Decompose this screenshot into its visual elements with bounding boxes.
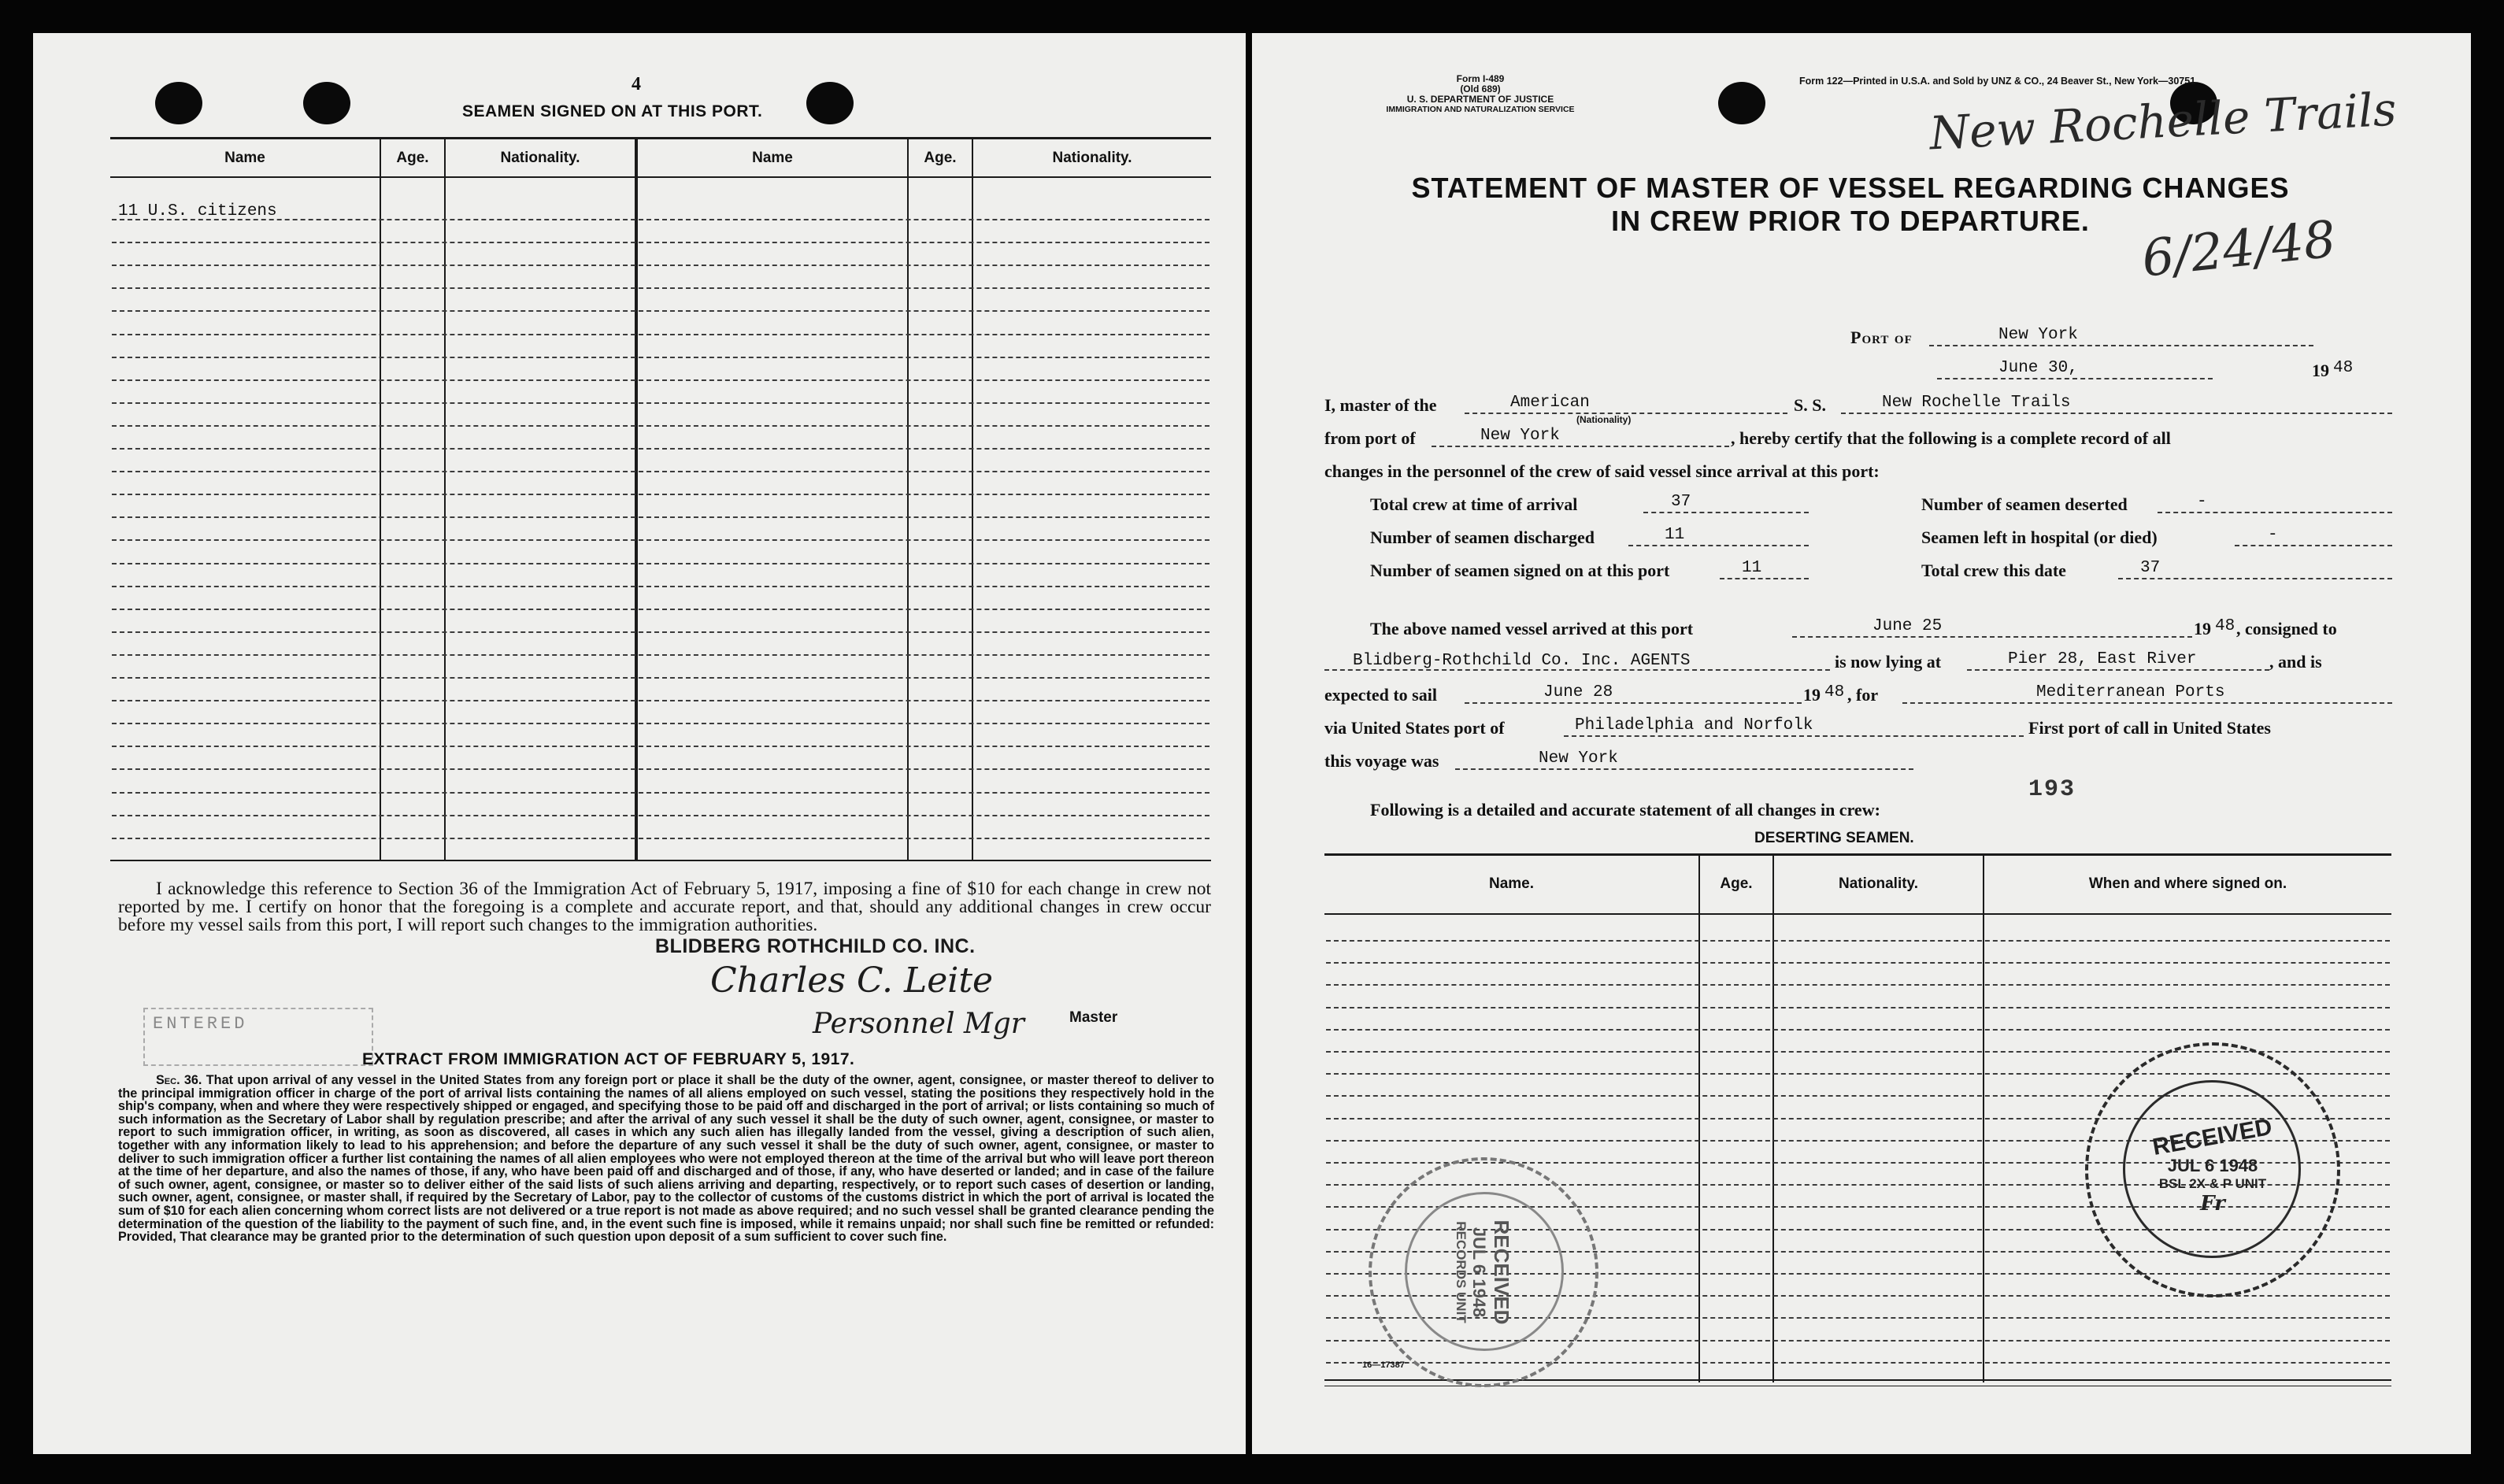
expected-year-prefix: 19 <box>1803 685 1821 705</box>
lying-at-label: is now lying at <box>1835 652 1942 672</box>
consigned-label: , consigned to <box>2236 619 2337 638</box>
arrived-label: The above named vessel arrived at this port <box>1370 619 1694 638</box>
footer-code: 16—17387 <box>1362 1360 1405 1370</box>
arrived-year: 48 <box>2215 617 2235 635</box>
column-divider <box>972 137 973 860</box>
table-row-rule <box>1326 1029 2390 1031</box>
total-crew-arrival-value: 37 <box>1671 493 1691 511</box>
column-divider <box>444 137 446 860</box>
year-prefix: 19 <box>2312 361 2329 380</box>
signature-title: Personnel Mgr <box>813 1008 1025 1040</box>
expected-year: 48 <box>1824 683 1845 701</box>
table-row-rule <box>112 516 1209 518</box>
table-row-rule <box>112 563 1209 564</box>
total-crew-date-rule <box>2118 578 2392 579</box>
table-row-rule <box>112 654 1209 656</box>
voyage-value: New York <box>1539 749 1618 768</box>
signature: Charles C. Leite <box>710 960 994 1001</box>
column-header-nationality: Nationality. <box>500 150 580 166</box>
total-crew-arrival-label: Total crew at time of arrival <box>1370 494 1578 514</box>
date-rule <box>1937 378 2213 379</box>
left-heading: SEAMEN SIGNED ON AT THIS PORT. <box>462 102 763 120</box>
stamp-initials: Fr <box>2200 1192 2225 1216</box>
nationality-caption: (Nationality) <box>1576 414 1632 425</box>
received-stamp-records <box>1369 1157 1598 1387</box>
stamp-ring <box>1405 1192 1564 1351</box>
year-value: 48 <box>2333 359 2354 377</box>
column-header-when-where: When and where signed on. <box>2088 875 2287 892</box>
voyage-rule <box>1455 768 1913 770</box>
service-name: IMMIGRATION AND NATURALIZATION SERVICE <box>1386 105 1575 114</box>
stamp-date: JUL 6 1948 <box>2167 1156 2258 1175</box>
table-row-rule <box>112 586 1209 587</box>
department-name: U. S. DEPARTMENT OF JUSTICE <box>1406 94 1554 105</box>
expected-rule <box>1465 702 1802 704</box>
port-of-value: New York <box>1998 326 2078 344</box>
deserting-table-top-rule <box>1324 853 2391 856</box>
nationality-value: American <box>1510 394 1590 412</box>
signed-on-rule <box>1720 578 1809 579</box>
expected-label: expected to sail <box>1324 685 1437 705</box>
form-id: Form I-489 <box>1456 73 1505 84</box>
arrived-value: June 25 <box>1872 617 1943 635</box>
table-row-rule <box>112 310 1209 312</box>
table-row-rule <box>112 379 1209 381</box>
table-row-rule <box>112 631 1209 633</box>
arrived-rule <box>1792 636 2192 638</box>
table-row-rule <box>112 402 1209 404</box>
table-row-rule <box>1326 1007 2390 1008</box>
form-title-line-1: STATEMENT OF MASTER OF VESSEL REGARDING CHANGES <box>1411 172 2290 204</box>
page-number: 4 <box>632 74 641 94</box>
deserting-table-header-rule <box>1324 913 2391 915</box>
port-of-rule <box>1929 345 2313 346</box>
and-is-label: , and is <box>2269 652 2322 672</box>
table-row-rule <box>112 471 1209 472</box>
column-header-age: Age. <box>396 150 429 166</box>
lying-at-value: Pier 28, East River <box>2008 650 2197 668</box>
column-header-age: Age. <box>924 150 957 166</box>
column-header-name: Name <box>752 150 793 166</box>
master-label: Master <box>1069 1009 1118 1026</box>
punch-hole-icon <box>303 82 350 124</box>
deserted-value: - <box>2197 493 2207 511</box>
extract-section: Sec. 36. <box>156 1073 202 1087</box>
printer-line: Form 122—Printed in U.S.A. and Sold by UNZ & CO., 24 Beaver St., New York—30751 <box>1799 76 2196 87</box>
table-row-rule <box>112 746 1209 747</box>
table-row-rule <box>112 768 1209 770</box>
table-row-entry: 11 U.S. citizens <box>118 202 277 220</box>
form-title-line-2: IN CREW PRIOR TO DEPARTURE. <box>1611 205 2090 237</box>
total-crew-arrival-rule <box>1643 512 1809 513</box>
handwritten-date: 6/24/48 <box>2139 210 2339 289</box>
table-row-rule <box>112 815 1209 816</box>
deserted-rule <box>2158 512 2392 513</box>
discharged-value: 11 <box>1665 526 1685 544</box>
table-top-rule <box>110 137 1211 139</box>
table-row-rule <box>112 334 1209 335</box>
table-bottom-rule <box>110 860 1211 861</box>
hospital-label: Seamen left in hospital (or died) <box>1921 527 2158 547</box>
table-row-rule <box>112 838 1209 839</box>
table-row-rule <box>1326 940 2390 942</box>
hospital-rule <box>2235 545 2392 546</box>
deserted-label: Number of seamen deserted <box>1921 494 2128 514</box>
form-title <box>1299 172 2402 238</box>
extract-text: That upon arrival of any vessel in the United States from any foreign port or place it shall be the duty of the owner, agent, consignee, or master thereof to deliver to the principal immigration officer in charge of the port of arrival lists containing the names of all aliens employed on such vessel, stating the positions they respectively hold in the ship's company, when and where they were respectively shipped or engaged, and specifying those to be paid off and discharged in the port of arrival; or lists containing so much of such information as the Secretary of Labor shall by regulation prescribe; and after the arrival of any such vessel it shall be the duty of such owner, agent, consignee, or master to report to such immigration officer, in writing, as soon as discovered, all cases in which any such alien has illegally landed from the vessel, giving a description of such alien, together with any information likely to lead to his apprehension; and before the departure of any such vessel it shall be the duty of such owner, agent, consignee, or master to deliver to such immigration officer a further list containing the names of all alien employees who were not employed thereon at the time of the arrival but who will leave port thereon at the time of her departure, and also the names of those, if any, who have been paid off and discharged and of those, if any, who have deserted or landed; and in case of the failure of such owner, agent, consignee, or master so to deliver either of the said lists of such aliens arriving and departing, respectively, or to report such cases of desertion or landing, such owner, agent, consignee, or master shall, if required by the Secretary of Labor, pay to the collector of customs of the customs district in which the port of arrival is located the sum of $10 for each alien concerning whom correct lists are not delivered or a true report is not made as above required; and no such vessel shall be granted clearance pending the determination of the question of the liability to the payment of such fine, and, in the event such fine is imposed, while it remains unpaid; nor shall such fine be remitted or refunded: Provided, That clearance may be granted prior to the determination of such question upon deposit of a sum sufficient to cover such fine. <box>118 1073 1215 1245</box>
entered-stamp: ENTERED <box>143 1008 373 1066</box>
deserting-heading: DESERTING SEAMEN. <box>1754 830 1914 846</box>
column-header-nationality: Nationality. <box>1839 875 1918 892</box>
stamp-unit: BSL 2X & P UNIT <box>2158 1176 2267 1191</box>
column-header-age: Age. <box>1720 875 1753 892</box>
table-row-rule <box>112 677 1209 679</box>
for-rule <box>1902 702 2392 704</box>
stamp-title: RECEIVED <box>2150 1113 2275 1161</box>
ship-name: New Rochelle Trails <box>1882 394 2071 412</box>
column-divider <box>635 137 638 860</box>
table-row-rule <box>1326 984 2390 986</box>
column-header-nationality: Nationality. <box>1052 150 1132 166</box>
table-row-rule <box>112 494 1209 495</box>
discharged-label: Number of seamen discharged <box>1370 527 1595 547</box>
signed-on-label: Number of seamen signed on at this port <box>1370 561 1670 580</box>
hospital-value: - <box>2268 526 2278 544</box>
extract-title: EXTRACT FROM IMMIGRATION ACT OF FEBRUARY 5, 1917. <box>362 1050 855 1068</box>
total-crew-date-label: Total crew this date <box>1921 561 2066 580</box>
total-crew-date-value: 37 <box>2140 559 2161 577</box>
date-value: June 30, <box>1998 359 2078 377</box>
form-old: (Old 689) <box>1460 83 1501 94</box>
ss-label: S. S. <box>1794 395 1826 415</box>
handwritten-vessel-name: New Rochelle Trails <box>1928 82 2398 161</box>
for-value: Mediterranean Ports <box>2036 683 2225 701</box>
consignee-value: Blidberg-Rothchild Co. Inc. AGENTS <box>1353 652 1691 670</box>
from-port-value: New York <box>1480 427 1560 445</box>
expected-value: June 28 <box>1543 683 1613 701</box>
number-stamp: 193 <box>2028 776 2076 803</box>
via-rule <box>1564 735 2024 737</box>
table-row-rule <box>112 539 1209 541</box>
table-row-rule <box>112 609 1209 610</box>
left-page <box>33 33 1246 1454</box>
port-of-label: Port of <box>1850 328 1913 347</box>
table-row-rule <box>112 287 1209 289</box>
table-row-rule <box>112 448 1209 450</box>
signed-on-value: 11 <box>1742 559 1762 577</box>
column-header-name: Name. <box>1488 875 1535 892</box>
table-row-rule <box>112 265 1209 266</box>
form-id-block <box>1315 74 1646 115</box>
company-stamp: BLIDBERG ROTHCHILD CO. INC. <box>655 935 976 957</box>
column-divider <box>907 137 909 860</box>
voyage-label: this voyage was <box>1324 751 1439 771</box>
table-row-rule <box>112 242 1209 243</box>
right-page <box>1252 33 2471 1454</box>
master-of-label: I, master of the <box>1324 395 1437 415</box>
certify-text: , hereby certify that the following is a complete record of all <box>1731 428 2171 448</box>
stamp-title: RECEIVED <box>1490 1219 1514 1325</box>
lying-at-rule <box>1967 669 2269 671</box>
ship-name-rule <box>1841 413 2392 414</box>
column-divider <box>380 137 381 860</box>
from-port-label: from port of <box>1324 428 1416 448</box>
from-port-rule <box>1432 446 1729 447</box>
changes-text: changes in the personnel of the crew of said vessel since arrival at this port: <box>1324 461 1880 481</box>
discharged-rule <box>1628 545 1809 546</box>
table-row-rule <box>112 700 1209 701</box>
table-header-rule <box>110 176 1211 178</box>
column-header-name: Name <box>224 150 265 166</box>
punch-hole-icon <box>1718 82 1765 124</box>
acknowledgement-text: I acknowledge this reference to Section 36 of the Immigration Act of February 5, 1917, imposing a fine of $10 for each change in crew not reported by me. I certify on honor that the foregoing is a complete and accurate report, and that, should any additional changes in crew occur before my vessel sails from this port, I will report such changes to the immigration authorities. <box>118 879 1211 935</box>
via-label: via United States port of <box>1324 718 1505 738</box>
table-row-rule <box>112 425 1209 427</box>
table-row-rule <box>112 357 1209 358</box>
stamp-ring <box>2123 1080 2301 1258</box>
stamp-date: JUL 6 1948 <box>1469 1227 1490 1318</box>
table-row-rule <box>112 723 1209 724</box>
stamp-unit: RECORDS UNIT <box>1454 1221 1469 1323</box>
extract-body <box>118 1074 1214 1244</box>
arrived-year-prefix: 19 <box>2194 619 2211 638</box>
received-stamp <box>2085 1042 2340 1297</box>
punch-hole-icon <box>155 82 202 124</box>
via-value: Philadelphia and Norfolk <box>1575 716 1813 735</box>
following-label: Following is a detailed and accurate statement of all changes in crew: <box>1370 800 1880 820</box>
for-label: , for <box>1847 685 1879 705</box>
punch-hole-icon <box>806 82 854 124</box>
table-row-rule <box>1326 962 2390 964</box>
first-port-label: First port of call in United States <box>2028 718 2271 738</box>
table-row-rule <box>112 792 1209 794</box>
table-row-rule <box>112 219 1209 220</box>
